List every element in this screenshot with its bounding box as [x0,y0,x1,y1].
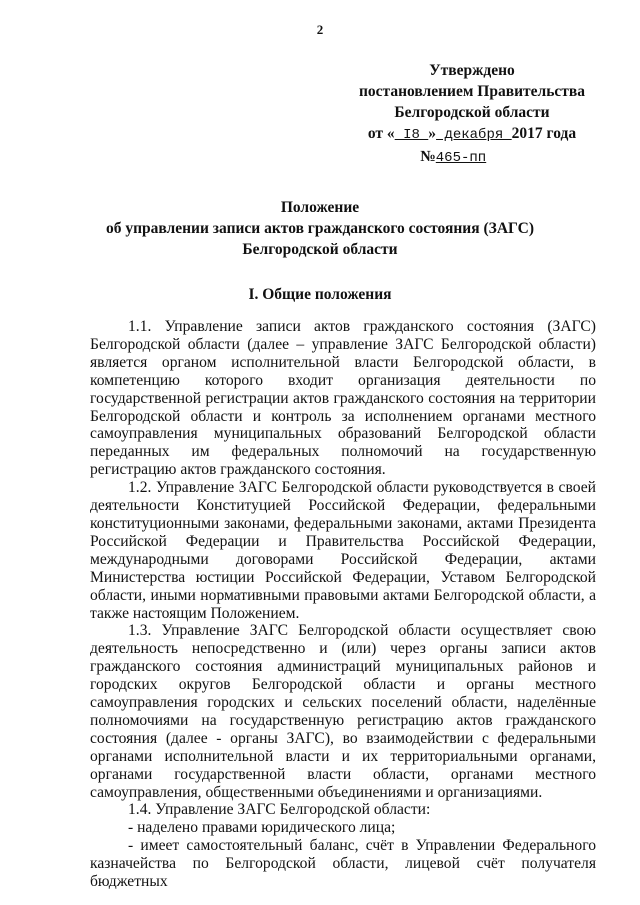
date-mid: » [428,125,437,142]
approval-number [352,146,592,169]
list-item: - имеет самостоятельный баланс, счёт в Управлении Федерального казначейства по Белгородской области, лицевой счёт получателя бюджетных [90,837,596,891]
approval-line-3: Белгородской области [394,104,550,121]
approval-line-1: Утверждено [429,62,515,79]
number-prefix: № [420,148,436,165]
date-year: 2017 года [511,125,577,142]
paragraph-1-1: 1.1. Управление записи актов гражданского состояния (ЗАГС) Белгородской области (далее – управление ЗАГС Белгородской области) является органом исполнительной власти Белгородской области, в компетенцию которого входит организация деятельности по государственной регистрации актов гражданского состояния на территории Белгородской области и контроль за исполнением органами местного самоуправления муниципальных образований Белгородской области переданных им федеральных полномочий на государственную регистрацию актов гражданского состояния. [90,318,596,479]
date-prefix: от « [367,125,395,142]
list-item: - наделено правами юридического лица; [128,819,396,837]
title-line-2: об управлении записи актов гражданского состояния (ЗАГС) [105,220,535,237]
approval-date [352,123,592,146]
page-number: 2 [316,22,324,37]
paragraph-1-4: 1.4. Управление ЗАГС Белгородской области: [128,801,431,819]
approval-stamp [352,60,592,169]
title-line-1: Положение [280,199,360,216]
paragraph-1-3: 1.3. Управление ЗАГС Белгородской области осуществляет свою деятельность непосредственно и (или) через органы записи актов гражданского состояния администраций муниципальных районов и городских округов Белгородской области и органы местного самоуправления городских и сельских поселений области, наделённые полномочиями на государственную регистрацию актов гражданского состояния (далее - органы ЗАГС), во взаимодействии с федеральными органами исполнительной власти и их территориальными органами, органами государственной власти области, органами местного самоуправления, общественными объединениями и организациями. [90,622,596,801]
date-month: декабря [436,127,512,143]
date-day: I8 [394,127,429,143]
approval-line-2: постановлением Правительства [358,83,586,100]
title-line-3: Белгородской области [242,241,398,258]
paragraph-1-2: 1.2. Управление ЗАГС Белгородской области руководствуется в своей деятельности Конституцией Российской Федерации, федеральными конституционными законами, федеральными законами, актами Президента Российской Федерации и Правительства Российской Федерации, международными договорами Российской Федерации, актами Министерства юстиции Российской Федерации, Уставом Белгородской области, иными нормативными правовыми актами Белгородской области, а также настоящим Положением. [90,479,596,622]
document-title [0,197,640,260]
document-body [90,318,596,891]
section-heading: I. Общие положения [248,286,392,303]
number-value: 465-пп [435,150,487,166]
